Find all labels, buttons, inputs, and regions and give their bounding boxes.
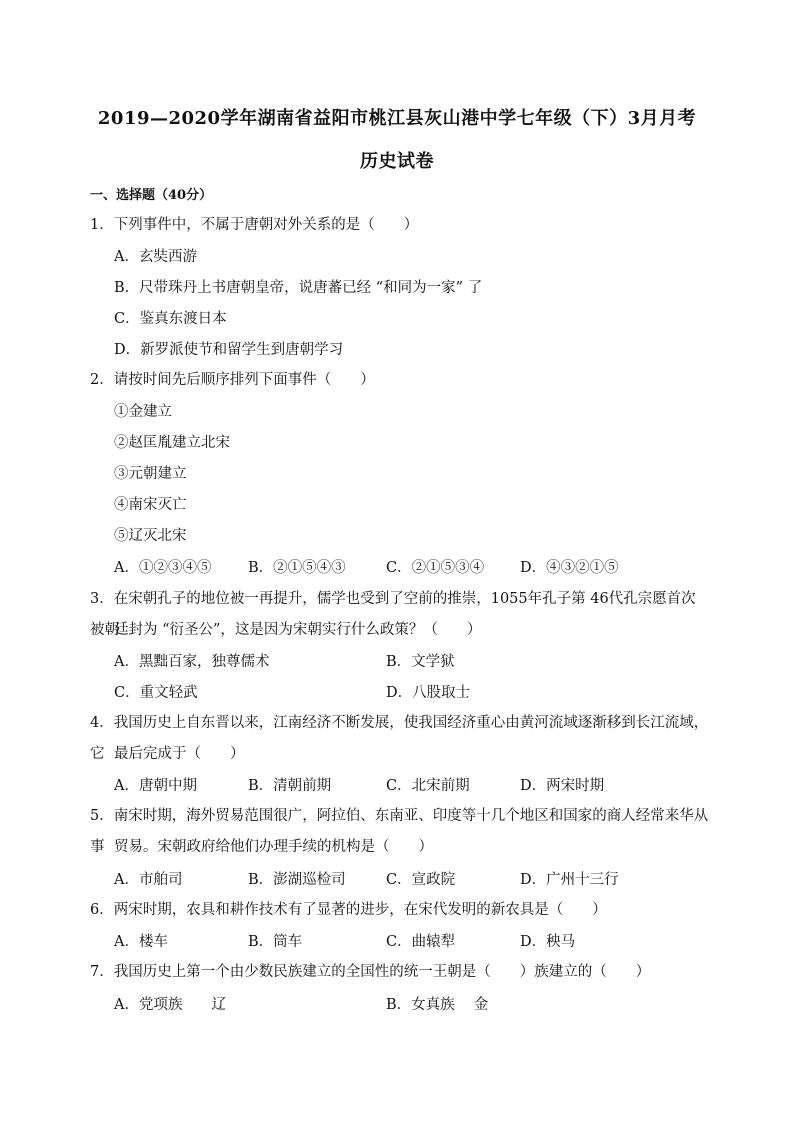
question-2-item: ⑤辽灭北宋 xyxy=(114,528,187,544)
question-1-option-a: A．玄奘西游 xyxy=(114,249,197,265)
question-5-option-b: B．澎湖巡检司 xyxy=(248,872,346,888)
question-3-option-d: D．八股取士 xyxy=(386,685,471,701)
question-6-stem: 6．两宋时期，农具和耕作技术有了显著的进步，在宋代发明的新农具是（ ） xyxy=(90,902,607,918)
question-1-option-c: C．鉴真东渡日本 xyxy=(114,311,227,327)
question-2-item: ①金建立 xyxy=(114,404,172,420)
question-2-item: ④南宋灭亡 xyxy=(114,497,187,513)
question-5-stem-line1: 5．南宋时期，海外贸易范围很广，阿拉伯、东南亚、印度等十几个地区和国家的商人经常来华从事 xyxy=(90,808,709,855)
question-1-option-d: D．新罗派使节和留学生到唐朝学习 xyxy=(114,342,344,358)
question-4-option-a: A．唐朝中期 xyxy=(114,778,197,794)
question-5-option-c: C．宣政院 xyxy=(386,872,456,888)
question-5-option-a: A．市舶司 xyxy=(114,872,183,888)
question-3-option-c: C．重文轻武 xyxy=(114,685,198,701)
question-2-option-c: C．②①⑤③④ xyxy=(386,560,485,576)
question-3-option-a: A．黑黜百家，独尊儒术 xyxy=(114,654,270,670)
question-3-stem-line2: 廷封为 “衍圣公”，这是因为宋朝实行什么政策？（ ） xyxy=(114,622,482,638)
question-4-option-d: D．两宋时期 xyxy=(520,778,605,794)
question-2-stem: 2．请按时间先后顺序排列下面事件（ ） xyxy=(90,372,375,388)
question-4-stem-line2: 最后完成于（ ） xyxy=(114,746,245,762)
exam-title-line1: 2019—2020学年湖南省益阳市桃江县灰山港中学七年级（下）3月月考 xyxy=(97,108,697,129)
question-4-option-c: C．北宋前期 xyxy=(386,778,470,794)
question-6-option-b: B．筒车 xyxy=(248,934,303,950)
question-2-option-a: A．①②③④⑤ xyxy=(114,560,212,576)
question-6-option-a: A．楼车 xyxy=(114,934,168,950)
question-2-item: ③元朝建立 xyxy=(114,466,187,482)
question-2-item: ②赵匡胤建立北宋 xyxy=(114,435,230,451)
question-2-option-d: D．④③②①⑤ xyxy=(520,560,619,576)
question-3-option-b: B．文学狱 xyxy=(386,654,455,670)
question-4-option-b: B．清朝前期 xyxy=(248,778,332,794)
question-6-option-d: D．秧马 xyxy=(520,934,576,950)
section-heading: 一、选择题（40分） xyxy=(90,188,213,203)
question-7-stem: 7．我国历史上第一个由少数民族建立的全国性的统一王朝是（ ）族建立的（ ） xyxy=(90,964,651,980)
question-5-stem-line2: 贸易。宋朝政府给他们办理手续的机构是（ ） xyxy=(114,839,433,855)
question-5-option-d: D．广州十三行 xyxy=(520,872,619,888)
exam-title-line2: 历史试卷 xyxy=(360,151,434,172)
question-7-option-b: B．女真族 金 xyxy=(386,997,489,1013)
question-1-stem: 1．下列事件中，不属于唐朝对外关系的是（ ） xyxy=(90,217,419,233)
question-6-option-c: C．曲辕犁 xyxy=(386,934,456,950)
question-2-option-b: B．②①⑤④③ xyxy=(248,560,346,576)
question-3-stem-line1: 3．在宋朝孔子的地位被一再提升，儒学也受到了空前的推崇，1055年孔子第 46代孔宗愿首次被朝 xyxy=(90,591,696,638)
question-1-option-b: B．尺带珠丹上书唐朝皇帝，说唐蕃已经 “和同为一家” 了 xyxy=(114,280,483,296)
question-4-stem-line1: 4．我国历史上自东晋以来，江南经济不断发展，使我国经济重心由黄河流域逐渐移到长江流域，它 xyxy=(90,715,709,762)
question-7-option-a: A．党项族 辽 xyxy=(114,997,226,1013)
